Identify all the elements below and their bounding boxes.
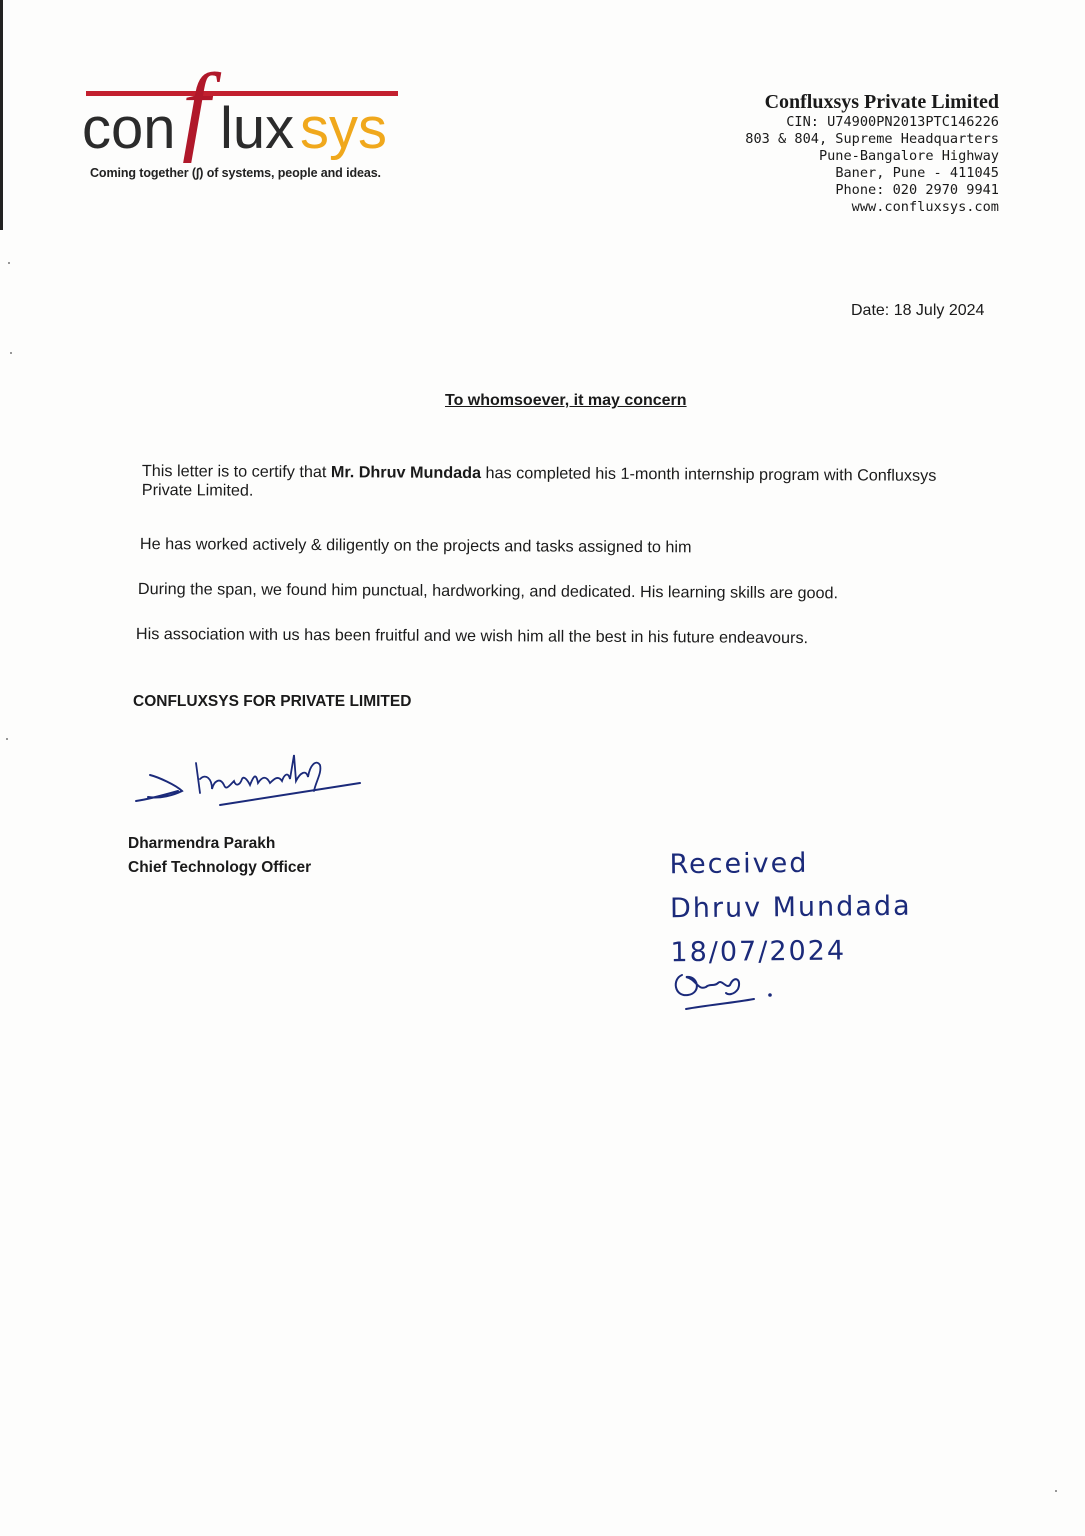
letterhead-website[interactable]: www.confluxsys.com: [851, 199, 999, 215]
body-paragraph-2: He has worked actively & diligently on the projects and tasks assigned to him: [139, 535, 692, 557]
signature-dhruv: [668, 965, 788, 1020]
letterhead-address-line1: 803 & 804, Supreme Headquarters: [745, 131, 999, 147]
handwritten-received: Received: [669, 847, 809, 881]
signatory-block: [128, 832, 311, 880]
letterhead-company: Confluxsys Private Limited: [764, 91, 999, 113]
body-paragraph-3: During the span, we found him punctual, hardworking, and dedicated. His learning skills are good.: [137, 580, 839, 603]
company-logo: [78, 62, 408, 192]
intern-name: Mr. Dhruv Mundada: [330, 463, 482, 483]
logo-graphic: [78, 62, 408, 172]
handwritten-date: 18/07/2024: [670, 935, 847, 969]
scan-speck: [10, 352, 12, 354]
letterhead-cin: CIN: U74900PN2013PTC146226: [786, 114, 999, 130]
body-paragraph-4: His association with us has been fruitful and we wish him all the best in his future endeavours.: [135, 625, 809, 648]
p1-before: This letter is to certify that: [141, 462, 331, 482]
letterhead-address-line2: Pune-Bangalore Highway: [818, 148, 999, 164]
logo-f: f: [182, 62, 210, 164]
signatory-title: Chief Technology Officer: [128, 859, 312, 876]
scan-edge: [0, 0, 3, 230]
logo-tagline: Coming together (∫) of systems, people and ideas.: [90, 166, 381, 180]
scan-speck: [6, 738, 8, 740]
letterhead-address-line3: Baner, Pune - 411045: [835, 165, 999, 181]
letter-subject: To whomsoever, it may concern: [445, 392, 687, 409]
handwritten-receipt: [669, 841, 912, 976]
logo-con: con: [82, 96, 176, 161]
signatory-name: Dharmendra Parakh: [128, 835, 276, 852]
signatory-company: CONFLUXSYS FOR PRIVATE LIMITED: [133, 693, 412, 710]
body-paragraph-1: [142, 462, 962, 505]
handwritten-name: Dhruv Mundada: [669, 890, 912, 925]
logo-sys: sys: [300, 96, 387, 161]
letterhead-phone: Phone: 020 2970 9941: [835, 182, 999, 198]
letterhead-address: [745, 90, 999, 216]
logo-lux: lux: [220, 96, 295, 161]
signature-dharmendra: [130, 735, 370, 810]
scan-speck: [1055, 1490, 1057, 1492]
p1-after: has completed his 1-month internship program with Confluxsys Private Limited.: [141, 464, 937, 500]
scan-speck: [8, 262, 10, 264]
letter-date: Date: 18 July 2024: [851, 302, 985, 319]
